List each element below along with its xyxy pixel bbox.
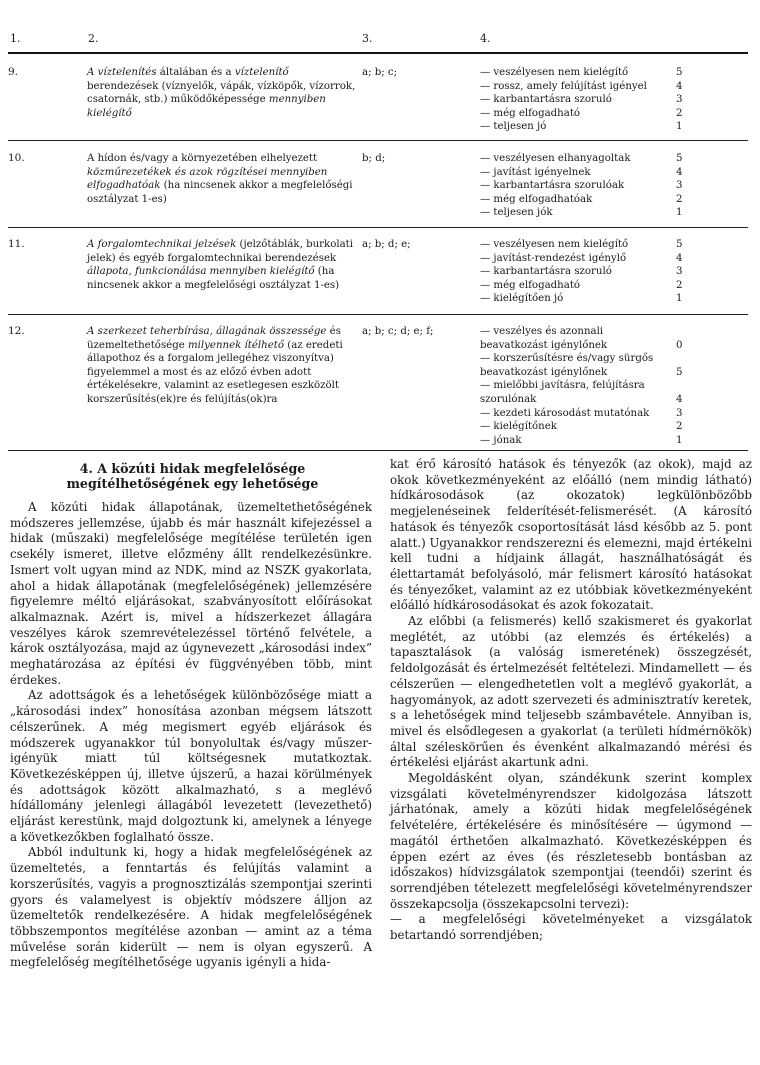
option-item: — javítást-rendezést igénylő 4 <box>480 252 683 264</box>
row-number: 11. <box>8 238 25 250</box>
paragraph: A közúti hidak állapotának, üzemeltethetőségének módszeres jellemzése, újabb és már használt kifejezéssel a hidak (műszaki) megfelelősége megítélése területén igen csekély ismeret, illetve előzmény állt rendelkezésünkre. Ismert volt ugyan mind az NDK, mind az NSZK gyakorlata, ahol a hidak állapotának (megfelelőségének) jellemzésére figyelemre méltó eljárásokat, szabványosított előírásokat alkalmaznak. Azért is, mivel a hídszerkezet állagára veszélyes károk szemrevételezéssel történő felvétele, a károk osztályozása, majd az úgynevezett „károsodási index” meghatározása az építési év függvényében több, mint érdekes. <box>10 500 372 687</box>
row-number: 10. <box>8 152 25 164</box>
option-item: — mielőbbi javításra, felújításra szorulónak 4 <box>480 380 683 405</box>
paragraph: Abból indultunk ki, hogy a hidak megfelelőségének az üzemeltetés, a fenntartás és felújítás valamint a korszerűsítés, vagyis a prognosztizálás szempontjai szerinti gyors és valamelyest is objektív módszere álljon az üzemeltetők rendelkezésére. A hidak megfelelőségének többszempontos megítélése azonban — amint az a téma művelése során kiderült — nem is olyan egyszerű. A megfelelőség megítélhetősége ugyanis igényli a hida- <box>10 845 372 970</box>
row-codes: a; b; c; <box>362 67 398 78</box>
col-header-1: 1. <box>10 32 21 45</box>
section-title-line: megítélhetőségének egy lehetősége <box>66 476 319 491</box>
col-header-3: 3. <box>362 32 373 45</box>
paragraph: Megoldásként olyan, szándékunk szerint komplex vizsgálati követelményrendszer kidolgozása látszott járhatónak, amely a közúti hidak megfelelőségének felvételére, értékelésére és minősítésére — úgymond — magától érthetően alkalmazható. Következésképpen és éppen ezért az éves (és részletesebb bontásban az időszakos) hídvizsgálatok szempontjai (teendői) szerint és sorrendjében tételezett megfelelőségi követelményrendszer összekapcsolja (összekapcsolni tervezi): <box>390 771 752 911</box>
paragraph: kat érő károsító hatások és tényezők (az okok), majd az okok következményeként az előálló (nem mindig látható) hídkárosodások (az okozatok) legkülönbözőbb megjelenéseinek felderítését-felismerését. (A károsító hatások és tényezők csoportosítását lásd később az 5. pont alatt.) Ugyanakkor rendszerezni és elemezni, majd értékelni kell tudni a hídjaink állagát, használhatóságát és élettartamát befolyásoló, már felismert károsító hatásokat és tényezőket, valamint az ez utóbbiak következményeként előálló hídkárosodásokat és azok fokozatait. <box>390 457 752 613</box>
row-divider <box>8 227 748 228</box>
section-title <box>10 461 375 491</box>
option-item: — veszélyesen nem kielégítő 5 <box>480 67 683 78</box>
col-header-4: 4. <box>480 32 491 45</box>
table-bottom-rule <box>8 450 748 451</box>
row-number: 12. <box>8 325 25 337</box>
option-item: — még elfogadhatóak 2 <box>480 193 683 205</box>
col-header-2: 2. <box>88 32 99 45</box>
section-title-line: 4. A közúti hidak megfelelősége <box>79 461 306 476</box>
header-rule <box>8 52 748 54</box>
option-item: — kezdeti károsodást mutatónak 3 <box>480 407 683 419</box>
option-item: — jónak 1 <box>480 434 683 446</box>
row-description: A forgalomtechnikai jelzések (jelzőtáblák, burkolati jelek) és egyéb forgalomtechnikai berendezések állapota, funkcionálása mennyiben kielégítő (ha nincsenek akkor a megfelelőségi osztályzat 1-es) <box>87 239 354 291</box>
paragraph: Az adottságok és a lehetőségek különbözősége miatt a „károsodási index” honosítása azonban mégsem látszott célszerűnek. A még megismert egyéb eljárások és módszerek ugyanakkor túl bonyolultak és/vagy műszer-igényük miatt túl költségesnek mutatkoztak. Következésképpen új, illetve újszerű, a hazai körülmények és adottságok között alkalmazható, s a meglévő hídállomány jelenlegi állagából levezetett (levezethető) eljárást kerestünk, majd dolgoztunk ki, amelynek a lényege a következőkben foglalható össze. <box>10 688 372 844</box>
row-number: 9. <box>8 66 19 78</box>
right-column <box>390 457 752 944</box>
option-item: — veszélyesen nem kielégítő 5 <box>480 239 683 250</box>
option-item: — kielégítőnek 2 <box>480 421 683 433</box>
row-options <box>480 238 748 306</box>
row-description: A szerkezet teherbírása, állagának összessége és üzemeltethetősége milyennek ítélhető (az eredeti állapothoz és a forgalom jellegéhez viszonyítva) figyelemmel a most és az előző évben adott értékelésekre, valamint az esetlegesen eszközölt korszerűsítés(ek)re és felújítás(ok)ra <box>87 326 343 405</box>
row-options <box>480 325 748 447</box>
option-item: — karbantartásra szoruló 3 <box>480 94 683 106</box>
left-column <box>10 500 372 971</box>
row-codes: a; b; c; d; e; f; <box>362 326 434 337</box>
row-options <box>480 66 748 134</box>
table-header <box>0 30 760 50</box>
row-divider <box>8 314 748 315</box>
option-item: — kielégítően jó 1 <box>480 293 683 305</box>
row-description: A víztelenítés általában és a víztelenítő berendezések (víznyelők, vápák, vízköpők, vízorrok, csatornák, stb.) működőképessége mennyiben kielégítő <box>87 67 356 119</box>
row-options <box>480 152 748 220</box>
row-description: A hídon és/vagy a környezetében elhelyezett közműrezetékek és azok rögzítései mennyiben elfogadhatóak (ha nincsenek akkor a megfelelőségi osztályzat 1-es) <box>87 153 353 205</box>
option-item: — még elfogadható 2 <box>480 107 683 119</box>
option-item: — karbantartásra szorulóak 3 <box>480 180 683 192</box>
option-item: — veszélyesen elhanyagoltak 5 <box>480 153 683 164</box>
option-item: — teljesen jók 1 <box>480 207 683 219</box>
option-item: — rossz, amely felújítást igényel 4 <box>480 80 683 92</box>
list-item: — a megfelelőségi követelményeket a vizsgálatok betartandó sorrendjében; <box>390 912 752 943</box>
option-item: — korszerűsítésre és/vagy sürgős beavatkozást igénylőnek 5 <box>480 353 683 378</box>
option-item: — veszélyes és azonnali beavatkozást igénylőnek 0 <box>480 326 683 351</box>
option-item: — karbantartásra szoruló 3 <box>480 266 683 278</box>
row-codes: b; d; <box>362 153 386 164</box>
row-codes: a; b; d; e; <box>362 239 411 250</box>
row-divider <box>8 140 748 141</box>
option-item: — teljesen jó 1 <box>480 121 683 133</box>
option-item: — még elfogadható 2 <box>480 279 683 291</box>
paragraph: Az előbbi (a felismerés) kellő szakismeret és gyakorlat meglétét, az utóbbi (az elemzés és értékelés) a tapasztalások (a valóság ismeretének) összegzését, feldolgozását és értelmezését feltételezi. Mindamellett — és célszerűen — elengedhetetlen volt a meglévő gyakorlát, a hagyományok, az adott szervezeti és adminisztratív keretek, s a lehetőségek mind teljesebb számbavétele. Annyiban is, mivel és elsődlegesen a gyakorlat (a területi hídmérnökök) által széleskörűen és évenként alkalmazandó mérési és értékelési eljárást akartunk adni. <box>390 614 752 770</box>
option-item: — javítást igényelnek 4 <box>480 166 683 178</box>
